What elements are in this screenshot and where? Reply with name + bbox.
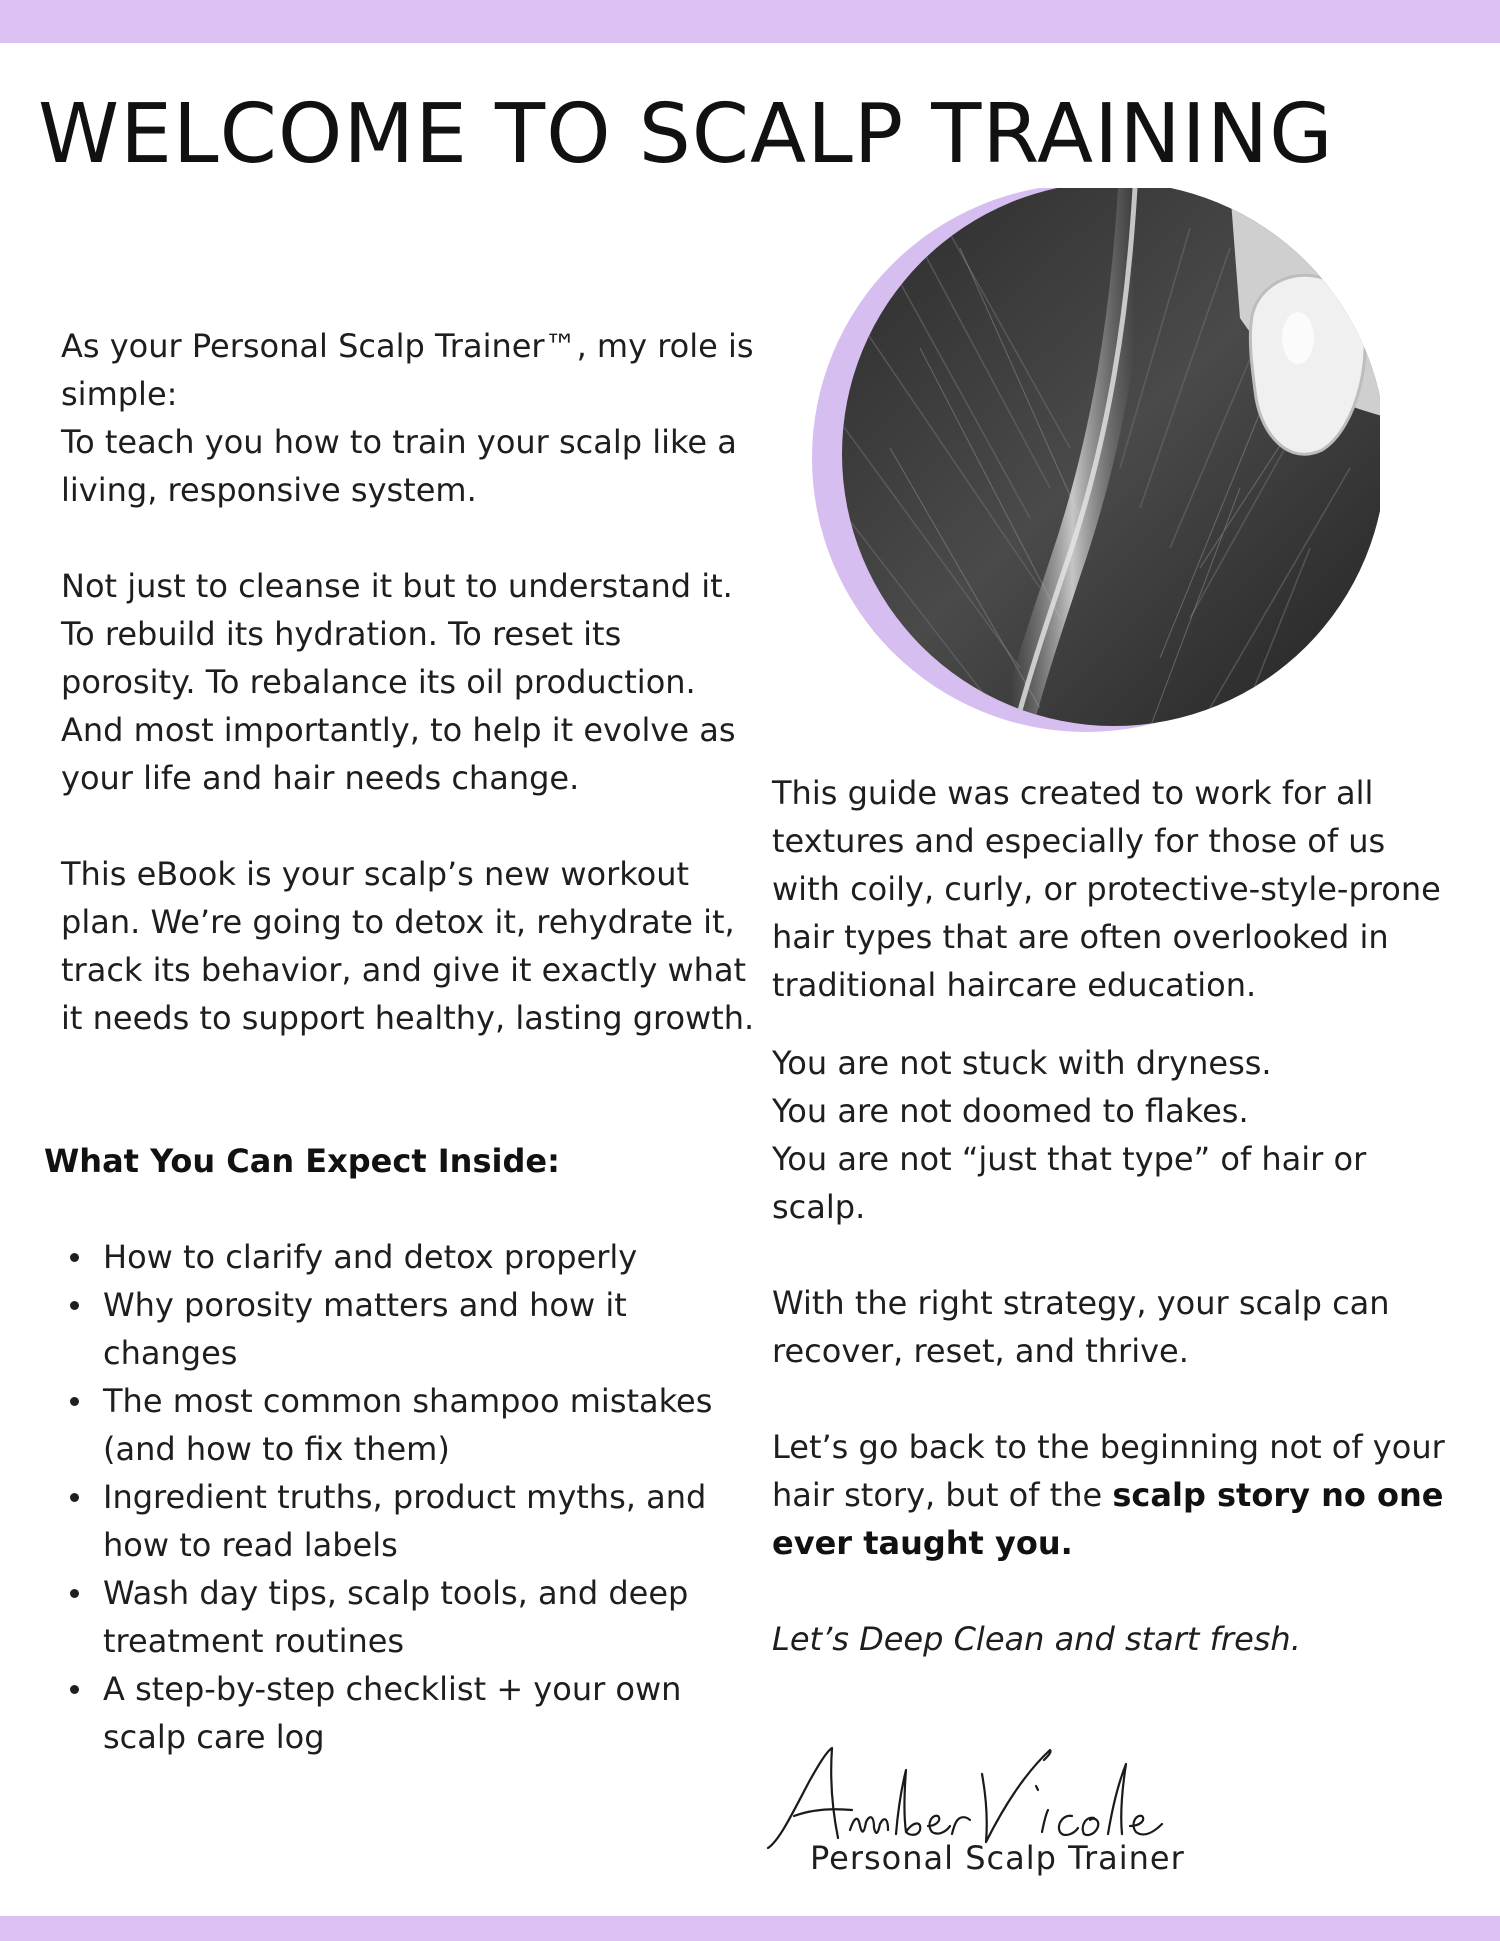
page-title: WELCOME TO SCALP TRAINING <box>38 87 1334 182</box>
list-item: Why porosity matters and how it changes <box>70 1281 760 1377</box>
intro-paragraph-teach: To teach you how to train your scalp like a living, responsive system. <box>61 423 737 509</box>
scalp-photo <box>810 188 1380 738</box>
not-stuck-line: You are not stuck with dryness. <box>772 1044 1272 1082</box>
list-item: Wash day tips, scalp tools, and deep treatment routines <box>70 1569 760 1665</box>
not-that-type-line: You are not “just that type” of hair or scalp. <box>772 1140 1367 1226</box>
beginning-text: Let’s go back to the beginning not of your hair story, but of the <box>772 1428 1445 1514</box>
list-item: Ingredient truths, product myths, and how to read labels <box>70 1473 760 1569</box>
intro-paragraph-role: As your Personal Scalp Trainer™, my role is simple: <box>61 327 754 413</box>
list-item: A step-by-step checklist + your own scalp care log <box>70 1665 760 1761</box>
intro-paragraph-understand: Not just to cleanse it but to understand it. To rebuild its hydration. To reset its porosity. To rebalance its oil production. And most importantly, to help it evolve as your life and hair needs change. <box>61 567 736 797</box>
beginning-paragraph <box>772 1423 1462 1567</box>
closing-line <box>772 1615 1462 1663</box>
expect-list <box>70 1233 760 1761</box>
guide-paragraph: This guide was created to work for all textures and especially for those of us with coily, curly, or protective-style-prone hair types that are often overlooked in traditional haircare education. <box>772 774 1441 1004</box>
intro-paragraph-ebook: This eBook is your scalp’s new workout plan. We’re going to detox it, rehydrate it, track its behavior, and give it exactly what it needs to support healthy, lasting growth. <box>61 855 755 1037</box>
top-accent-band <box>0 0 1500 43</box>
list-item: The most common shampoo mistakes (and how to fix them) <box>70 1377 760 1473</box>
scalp-story-emphasis: scalp story no one ever taught you. <box>772 1476 1444 1562</box>
right-column <box>772 769 1462 1663</box>
strategy-paragraph: With the right strategy, your scalp can recover, reset, and thrive. <box>772 1284 1390 1370</box>
bottom-accent-band <box>0 1916 1500 1941</box>
intro-column <box>61 322 761 1090</box>
signature-title: Personal Scalp Trainer <box>810 1839 1185 1877</box>
expect-heading: What You Can Expect Inside: <box>44 1142 560 1180</box>
not-doomed-line: You are not doomed to flakes. <box>772 1092 1249 1130</box>
list-item: How to clarify and detox properly <box>70 1233 760 1281</box>
closing-text: Let’s Deep Clean and start fresh. <box>772 1620 1301 1658</box>
